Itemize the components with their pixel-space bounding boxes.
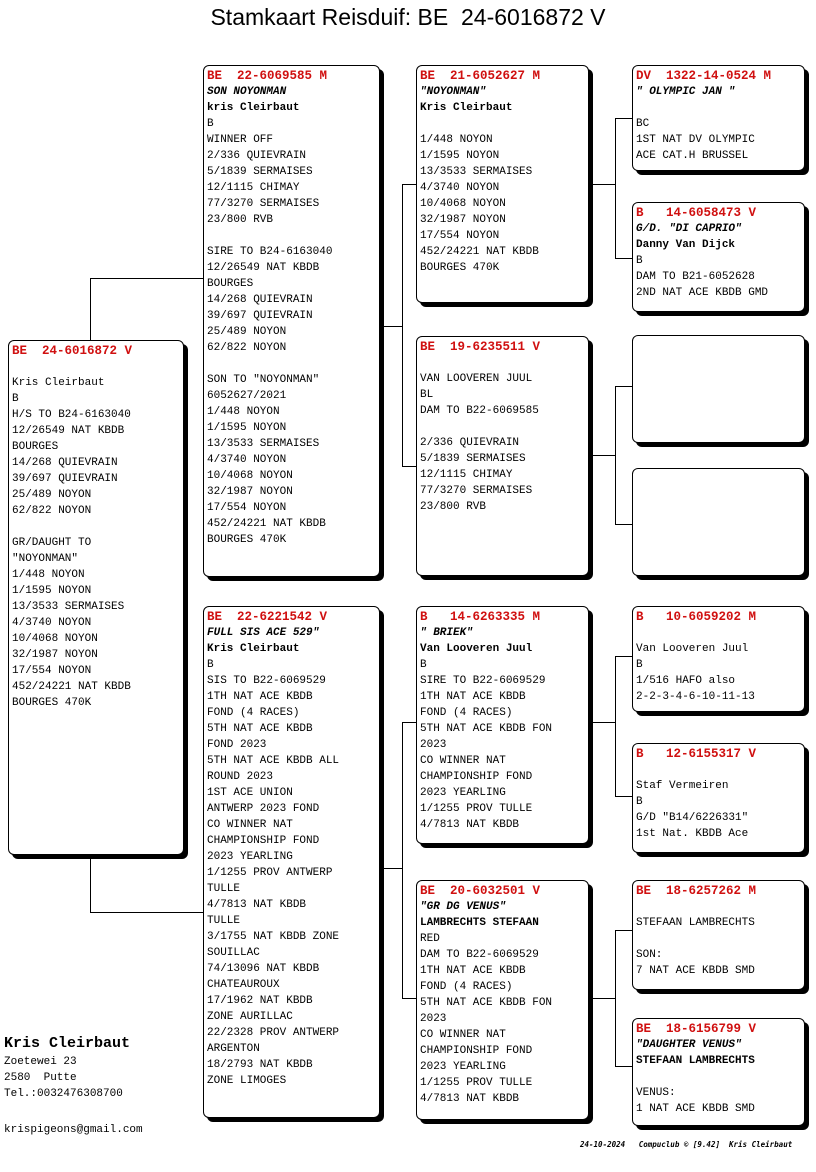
footer-stamp: 24-10-2024 Compuclub © [9.42] Kris Cleirbaut <box>580 1140 793 1149</box>
info-line: VAN LOOVEREN JUUL <box>420 373 533 385</box>
owner-name: kris Cleirbaut <box>207 102 300 114</box>
ring-number: BE 22-6221542 V <box>207 610 328 624</box>
connector-line <box>615 796 633 797</box>
info-line: 2-2-3-4-6-10-11-13 <box>636 691 755 703</box>
info-line <box>636 931 801 947</box>
info-line: 6052627/2021 <box>207 390 287 402</box>
info-line: 1/516 HAFO also <box>636 675 736 687</box>
info-line: VENUS: <box>636 1087 676 1099</box>
pigeon-name: G/D. "DI CAPRIO" <box>636 223 742 235</box>
connector-line <box>615 656 616 796</box>
info-line: 74/13096 NAT KBDB <box>207 963 320 975</box>
info-line: 5TH NAT ACE KBDB FON <box>420 723 553 735</box>
pigeon-card-sire-sire <box>416 65 589 303</box>
owner-name: Kris Cleirbaut <box>207 643 300 655</box>
info-line: B <box>207 659 214 671</box>
info-line: B <box>420 659 427 671</box>
info-line: 32/1987 NOYON <box>207 486 293 498</box>
info-line: FOND (4 RACES) <box>207 707 300 719</box>
info-line <box>207 356 376 372</box>
breeder-name: Kris Cleirbaut <box>4 1035 131 1052</box>
breeder-info <box>4 1034 130 1102</box>
connector-line <box>402 722 403 998</box>
owner-name: Danny Van Dijck <box>636 239 736 251</box>
info-line: 5/1839 SERMAISES <box>207 166 313 178</box>
breeder-street: Zoetewei 23 <box>4 1056 77 1068</box>
info-line: 5TH NAT ACE KBDB <box>207 723 313 735</box>
info-line: 1TH NAT ACE KBDB <box>420 691 526 703</box>
info-line: 25/489 NOYON <box>12 489 92 501</box>
info-line <box>420 419 585 435</box>
info-line: 32/1987 NOYON <box>420 214 506 226</box>
info-line: 23/800 RVB <box>207 214 274 226</box>
info-line: 17/554 NOYON <box>207 502 287 514</box>
info-line: SON TO "NOYONMAN" <box>207 374 320 386</box>
info-line: 3/1755 NAT KBDB ZONE <box>207 931 340 943</box>
info-line: FOND 2023 <box>207 739 267 751</box>
info-line: 1/1255 PROV ANTWERP <box>207 867 333 879</box>
info-line: B <box>207 118 214 130</box>
info-line: 18/2793 NAT KBDB <box>207 1059 313 1071</box>
info-line: SON: <box>636 949 663 961</box>
info-line: 23/800 RVB <box>420 501 487 513</box>
info-line: 4/3740 NOYON <box>12 617 92 629</box>
info-line <box>636 1069 801 1085</box>
ring-number: BE 24-6016872 V <box>12 344 133 358</box>
connector-line <box>90 278 204 279</box>
pigeon-name: " BRIEK" <box>420 627 473 639</box>
info-line: 17/1962 NAT KBDB <box>207 995 313 1007</box>
info-line: 12/1115 CHIMAY <box>207 182 300 194</box>
ring-number: BE 18-6156799 V <box>636 1022 757 1036</box>
info-line: B <box>636 255 643 267</box>
info-line <box>636 762 801 778</box>
info-line: 1ST ACE UNION <box>207 787 293 799</box>
info-line: ACE CAT.H BRUSSEL <box>636 150 749 162</box>
pigeon-card-dss <box>632 606 805 712</box>
ring-number: BE 19-6235511 V <box>420 340 541 354</box>
info-line <box>420 355 585 371</box>
info-line: 4/7813 NAT KBDB <box>420 819 520 831</box>
info-line: 77/3270 SERMAISES <box>207 198 320 210</box>
info-line: 1/1595 NOYON <box>420 150 500 162</box>
connector-line <box>615 386 633 387</box>
info-line: CO WINNER NAT <box>420 755 506 767</box>
pigeon-card-dsd <box>632 743 805 853</box>
connector-line <box>90 912 204 913</box>
info-line: SOUILLAC <box>207 947 260 959</box>
info-line: 39/697 QUIEVRAIN <box>12 473 118 485</box>
connector-line <box>402 998 417 999</box>
info-line: 1TH NAT ACE KBDB <box>420 965 526 977</box>
ring-number: B 10-6059202 M <box>636 610 757 624</box>
connector-line <box>615 118 633 119</box>
info-line: 5TH NAT ACE KBDB ALL <box>207 755 340 767</box>
info-line: 13/3533 SERMAISES <box>207 438 320 450</box>
ring-number: BE 18-6257262 M <box>636 884 757 898</box>
info-line: 2023 YEARLING <box>420 787 506 799</box>
info-line: GR/DAUGHT TO <box>12 537 92 549</box>
pigeon-name: "NOYONMAN" <box>420 86 487 98</box>
info-line: 1/1255 PROV TULLE <box>420 803 533 815</box>
info-line: BOURGES 470K <box>420 262 500 274</box>
info-line: 77/3270 SERMAISES <box>420 485 533 497</box>
info-line: 10/4068 NOYON <box>420 198 506 210</box>
info-line: 2ND NAT ACE KBDB GMD <box>636 287 769 299</box>
info-line: ROUND 2023 <box>207 771 274 783</box>
info-line: ZONE AURILLAC <box>207 1011 293 1023</box>
connector-line <box>615 118 616 258</box>
info-line: BOURGES <box>12 441 59 453</box>
breeder-city: 2580 Putte <box>4 1072 77 1084</box>
info-line: DAM TO B22-6069585 <box>420 405 539 417</box>
info-line: TULLE <box>207 883 241 895</box>
pigeon-name: SON NOYONMAN <box>207 86 287 98</box>
info-line: 62/822 NOYON <box>207 342 287 354</box>
connector-line <box>615 524 633 525</box>
info-line: CHATEAUROUX <box>207 979 280 991</box>
info-line: BOURGES 470K <box>207 534 287 546</box>
pigeon-card-subject <box>8 340 184 855</box>
info-line: 14/268 QUIEVRAIN <box>12 457 118 469</box>
info-line: TULLE <box>207 915 241 927</box>
connector-line <box>380 326 402 327</box>
info-line: 4/7813 NAT KBDB <box>420 1093 520 1105</box>
info-line: WINNER OFF <box>207 134 274 146</box>
info-line: BC <box>636 118 650 130</box>
info-line: 10/4068 NOYON <box>207 470 293 482</box>
info-line: 452/24221 NAT KBDB <box>420 246 539 258</box>
info-line: Staf Vermeiren <box>636 780 729 792</box>
connector-line <box>402 184 417 185</box>
info-line <box>636 100 801 116</box>
info-line: 13/3533 SERMAISES <box>12 601 125 613</box>
info-line: 17/554 NOYON <box>420 230 500 242</box>
info-line: FOND (4 RACES) <box>420 707 513 719</box>
info-line: B <box>636 659 643 671</box>
ring-number: BE 20-6032501 V <box>420 884 541 898</box>
info-line: 2/336 QUIEVRAIN <box>420 437 520 449</box>
info-line: 5TH NAT ACE KBDB FON <box>420 997 553 1009</box>
info-line: "NOYONMAN" <box>12 553 79 565</box>
info-line: DAM TO B22-6069529 <box>420 949 539 961</box>
pigeon-card-sss <box>632 65 805 171</box>
info-line: 1 NAT ACE KBDB SMD <box>636 1103 755 1115</box>
info-line <box>636 625 801 641</box>
info-line: Van Looveren Juul <box>636 643 749 655</box>
owner-name: Kris Cleirbaut <box>420 102 513 114</box>
pigeon-name: FULL SIS ACE 529" <box>207 627 320 639</box>
info-line: 14/268 QUIEVRAIN <box>207 294 313 306</box>
info-line: 17/554 NOYON <box>12 665 92 677</box>
connector-line <box>592 455 615 456</box>
info-line: 5/1839 SERMAISES <box>420 453 526 465</box>
breeder-email: krispigeons@gmail.com <box>4 1124 143 1136</box>
info-line: Kris Cleirbaut <box>12 377 105 389</box>
info-line: 1/448 NOYON <box>207 406 280 418</box>
info-line: 32/1987 NOYON <box>12 649 98 661</box>
info-line: 12/26549 NAT KBDB <box>12 425 125 437</box>
connector-line <box>615 930 633 931</box>
ring-number: B 14-6058473 V <box>636 206 757 220</box>
info-line: 2023 YEARLING <box>207 851 293 863</box>
info-line <box>12 519 180 535</box>
info-line: STEFAAN LAMBRECHTS <box>636 917 755 929</box>
info-line: 2023 <box>420 739 447 751</box>
info-line: ANTWERP 2023 FOND <box>207 803 320 815</box>
info-line: 4/7813 NAT KBDB <box>207 899 307 911</box>
info-line: SIS TO B22-6069529 <box>207 675 326 687</box>
connector-line <box>402 722 417 723</box>
connector-line <box>615 1066 633 1067</box>
connector-line <box>615 386 616 524</box>
info-line: G/D "B14/6226331" <box>636 812 749 824</box>
info-line: BL <box>420 389 434 401</box>
info-line: 1/1595 NOYON <box>207 422 287 434</box>
info-line: 1/448 NOYON <box>420 134 493 146</box>
info-line: 10/4068 NOYON <box>12 633 98 645</box>
pigeon-card-sdd-empty <box>632 468 805 576</box>
info-line: 25/489 NOYON <box>207 326 287 338</box>
info-line: 1ST NAT DV OLYMPIC <box>636 134 755 146</box>
info-line: 2023 YEARLING <box>420 1061 506 1073</box>
pigeon-card-sire-dam <box>416 336 589 576</box>
info-line: CO WINNER NAT <box>207 819 293 831</box>
info-line <box>636 899 801 915</box>
connector-line <box>615 258 633 259</box>
connector-line <box>90 278 91 340</box>
info-line: 1st Nat. KBDB Ace <box>636 828 749 840</box>
connector-line <box>90 855 91 912</box>
ring-number: B 14-6263335 M <box>420 610 541 624</box>
info-line: CHAMPIONSHIP FOND <box>420 1045 533 1057</box>
pigeon-card-dam-dam <box>416 880 589 1120</box>
info-line: 4/3740 NOYON <box>207 454 287 466</box>
info-line: H/S TO B24-6163040 <box>12 409 131 421</box>
info-line: DAM TO B21-6052628 <box>636 271 755 283</box>
info-line: 62/822 NOYON <box>12 505 92 517</box>
info-line: 2/336 QUIEVRAIN <box>207 150 307 162</box>
info-line: SIRE TO B22-6069529 <box>420 675 546 687</box>
connector-line <box>402 466 417 467</box>
pigeon-card-ssd <box>632 202 805 312</box>
info-line: CHAMPIONSHIP FOND <box>420 771 533 783</box>
connector-line <box>615 656 633 657</box>
info-line: 22/2328 PROV ANTWERP <box>207 1027 340 1039</box>
pigeon-name: "DAUGHTER VENUS" <box>636 1039 742 1051</box>
info-line <box>207 228 376 244</box>
ring-number: BE 21-6052627 M <box>420 69 541 83</box>
pigeon-card-dam <box>203 606 380 1118</box>
info-line: BOURGES 470K <box>12 697 92 709</box>
info-line <box>420 116 585 132</box>
info-line: 13/3533 SERMAISES <box>420 166 533 178</box>
info-line: 4/3740 NOYON <box>420 182 500 194</box>
info-line: ARGENTON <box>207 1043 260 1055</box>
info-line: 452/24221 NAT KBDB <box>12 681 131 693</box>
pigeon-name: "GR DG VENUS" <box>420 901 506 913</box>
info-line: BOURGES <box>207 278 254 290</box>
connector-line <box>615 930 616 1066</box>
info-line: RED <box>420 933 440 945</box>
connector-line <box>592 184 615 185</box>
connector-line <box>380 868 402 869</box>
connector-line <box>402 184 403 466</box>
pigeon-card-sds-empty <box>632 335 805 443</box>
info-line: 7 NAT ACE KBDB SMD <box>636 965 755 977</box>
info-line: SIRE TO B24-6163040 <box>207 246 333 258</box>
owner-name: LAMBRECHTS STEFAAN <box>420 917 539 929</box>
info-line: 1/1595 NOYON <box>12 585 92 597</box>
info-line: 1TH NAT ACE KBDB <box>207 691 313 703</box>
pigeon-card-dam-sire <box>416 606 589 844</box>
info-line: 1/1255 PROV TULLE <box>420 1077 533 1089</box>
connector-line <box>592 998 615 999</box>
info-line: 452/24221 NAT KBDB <box>207 518 326 530</box>
info-line: 2023 <box>420 1013 447 1025</box>
info-line: 39/697 QUIEVRAIN <box>207 310 313 322</box>
info-line: 12/1115 CHIMAY <box>420 469 513 481</box>
info-line: 12/26549 NAT KBDB <box>207 262 320 274</box>
pigeon-card-dds <box>632 880 805 990</box>
pigeon-card-sire <box>203 65 380 577</box>
info-line: CHAMPIONSHIP FOND <box>207 835 320 847</box>
owner-name: Van Looveren Juul <box>420 643 533 655</box>
info-line: 1/448 NOYON <box>12 569 85 581</box>
owner-name: STEFAAN LAMBRECHTS <box>636 1055 755 1067</box>
ring-number: B 12-6155317 V <box>636 747 757 761</box>
info-line: B <box>636 796 643 808</box>
page-title: Stamkaart Reisduif: BE 24-6016872 V <box>210 4 606 30</box>
info-line: FOND (4 RACES) <box>420 981 513 993</box>
info-line: B <box>12 393 19 405</box>
ring-number: DV 1322-14-0524 M <box>636 69 772 83</box>
info-line <box>12 359 180 375</box>
pigeon-card-ddd <box>632 1018 805 1126</box>
ring-number: BE 22-6069585 M <box>207 69 328 83</box>
connector-line <box>592 722 615 723</box>
info-line: ZONE LIMOGES <box>207 1075 287 1087</box>
breeder-phone: Tel.:0032476308700 <box>4 1088 123 1100</box>
info-line: CO WINNER NAT <box>420 1029 506 1041</box>
pigeon-name: " OLYMPIC JAN " <box>636 86 736 98</box>
